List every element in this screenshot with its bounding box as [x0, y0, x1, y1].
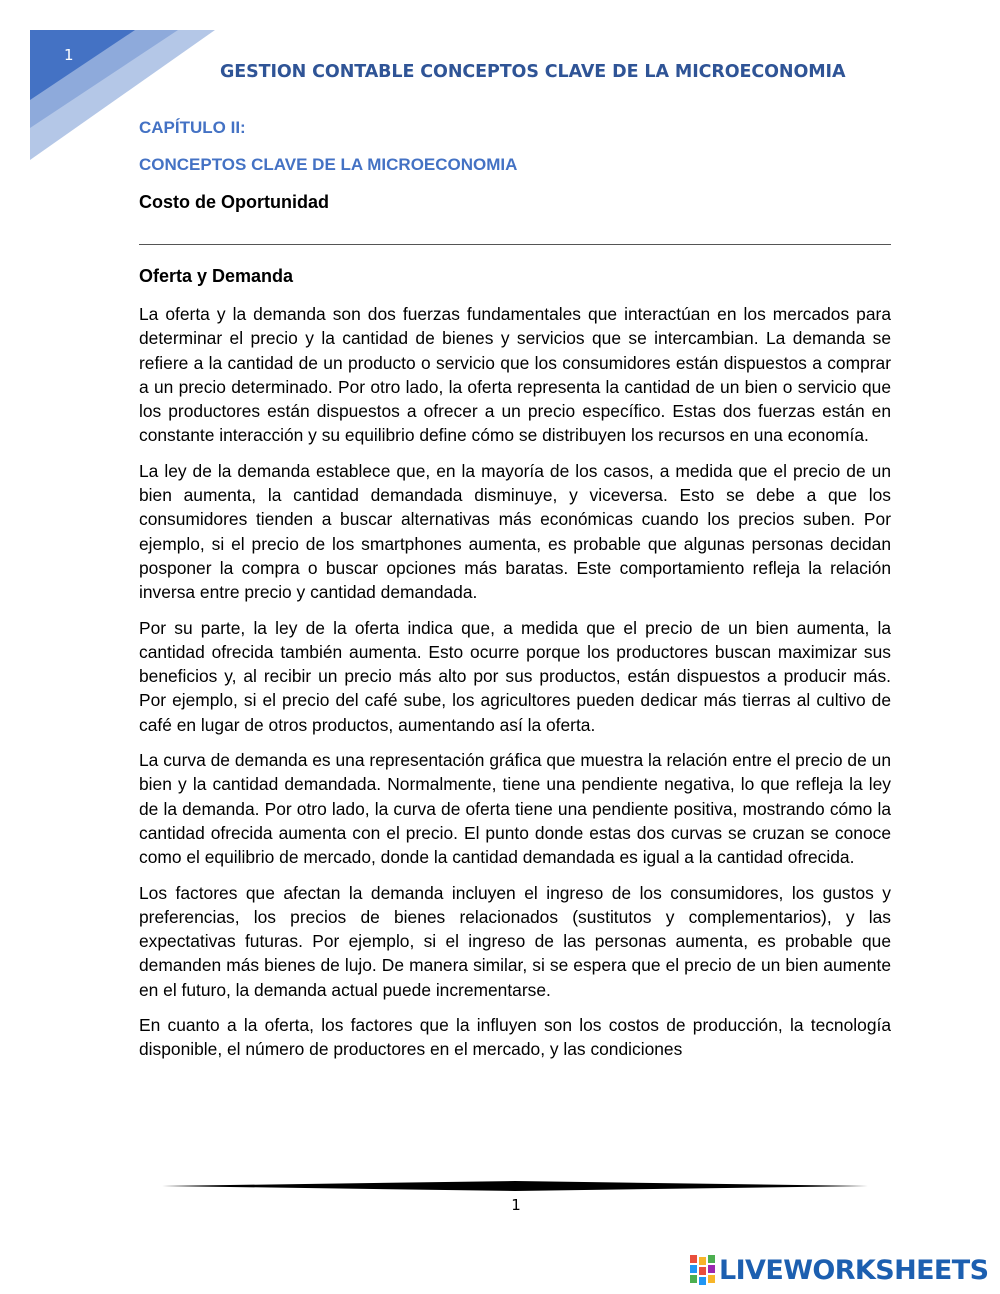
footer-page-number: 1 [511, 1196, 521, 1214]
chapter-label: CAPÍTULO II: [139, 118, 246, 137]
section-divider [139, 244, 891, 245]
section-heading-oferta-demanda: Oferta y Demanda [139, 266, 294, 286]
header-title: GESTION CONTABLE CONCEPTOS CLAVE DE LA MICROECONOMIA [220, 62, 846, 82]
paragraph: Por su parte, la ley de la oferta indica que, a medida que el precio de un bien aumenta, la cantidad ofrecida también aumenta. Esto ocurre porque los productores buscan maximizar sus beneficios y, al recibir un precio más alto por sus productos, están dispuestos a producir más. Por ejemplo, si el precio del café sube, los agricultores pueden dedicar más tierras al cultivo de café en lugar de otros productos, aumentando así la oferta. [139, 617, 891, 735]
paragraph: En cuanto a la oferta, los factores que la influyen son los costos de producción, la tecnología disponible, el número de productores en el mercado, y las condiciones [139, 1015, 891, 1060]
paragraph: La ley de la demanda establece que, en la mayoría de los casos, a medida que el precio de un bien aumenta, la cantidad demandada disminuye, y viceversa. Esto se debe a que los consumidores tienden a buscar alternativas más económicas cuando los precios suben. Por ejemplo, si el precio de los smartphones aumenta, es probable que algunas personas decidan posponer la compra o buscar opciones más baratas. Este comportamiento refleja la relación inversa entre precio y cantidad demandada. [139, 460, 891, 603]
corner-decoration [0, 0, 230, 170]
liveworksheets-blocks-icon [690, 1255, 716, 1285]
liveworksheets-logo[interactable] [690, 1252, 988, 1288]
footer-rule [162, 1180, 868, 1192]
header-page-number: 1 [64, 46, 74, 64]
liveworksheets-wordmark: LIVEWORKSHEETS [719, 1254, 989, 1286]
chapter-title: CONCEPTOS CLAVE DE LA MICROECONOMIA [139, 155, 518, 174]
paragraph: Los factores que afectan la demanda incluyen el ingreso de los consumidores, los gustos y preferencias, los precios de bienes relacionados (sustitutos y complementarios), y las expectativas futuras. Por ejemplo, si el ingreso de las personas aumenta, es probable que demanden más bienes de lujo. De manera similar, si se espera que el precio de un bien aumente en el futuro, la demanda actual puede incrementarse. [139, 882, 891, 1000]
body-text [139, 302, 891, 1174]
paragraph: La curva de demanda es una representación gráfica que muestra la relación entre el precio de un bien y la cantidad demandada. Normalmente, tiene una pendiente negativa, lo que refleja la ley de la demanda. Por otro lado, la curva de oferta tiene una pendiente positiva, mostrando cómo la cantidad ofrecida aumenta con el precio. El punto donde estas dos curvas se cruzan se conoce como el equilibrio de mercado, donde la cantidad demandada es igual a la cantidad ofrecida. [139, 750, 891, 868]
section-heading-costo-oportunidad: Costo de Oportunidad [139, 192, 329, 212]
paragraph: La oferta y la demanda son dos fuerzas fundamentales que interactúan en los mercados para determinar el precio y la cantidad de bienes y servicios que se intercambian. La demanda se refiere a la cantidad de un producto o servicio que los consumidores están dispuestos a comprar a un precio determinado. Por otro lado, la oferta representa la cantidad de un bien o servicio que los productores están dispuestos a ofrecer a un precio específico. Estas dos fuerzas están en constante interacción y su equilibrio define cómo se distribuyen los recursos en una economía. [139, 304, 891, 446]
